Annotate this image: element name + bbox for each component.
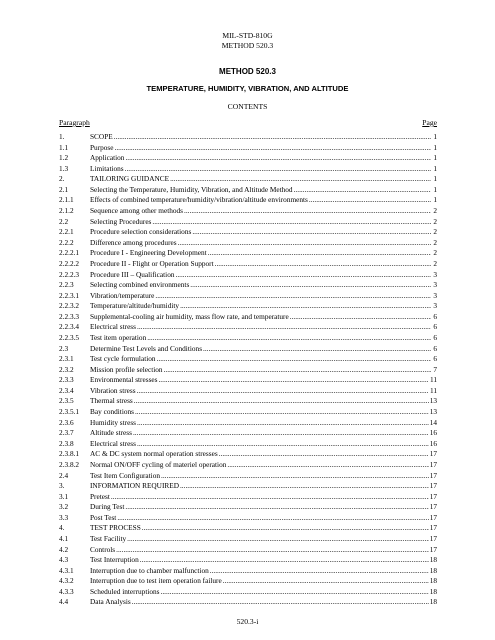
toc-entry[interactable] (59, 132, 437, 143)
toc-dot-leader (137, 439, 429, 450)
toc-entry-number: 3.3 (59, 512, 69, 522)
toc-entry-title: Difference among procedures (90, 237, 177, 247)
toc-dot-leader (125, 164, 431, 175)
toc-entry-title: TAILORING GUIDANCE (90, 174, 170, 184)
toc-entry[interactable] (59, 217, 437, 228)
toc-entry-title: Test cycle formulation (90, 354, 156, 364)
toc-dot-leader (114, 132, 431, 143)
toc-entry-page: 2 (433, 216, 437, 226)
toc-entry[interactable] (59, 344, 437, 355)
toc-entry[interactable] (59, 259, 437, 270)
toc-entry[interactable] (59, 354, 437, 365)
toc-entry-page: 6 (433, 311, 437, 321)
toc-dot-leader (142, 523, 429, 534)
toc-dot-leader (219, 449, 429, 460)
toc-entry[interactable] (59, 270, 437, 281)
toc-entry-number: 4.3 (59, 555, 69, 565)
toc-entry[interactable] (59, 174, 437, 185)
toc-entry[interactable] (59, 375, 437, 386)
toc-entry-title: Selecting Procedures (90, 216, 152, 226)
toc-dot-leader (140, 555, 429, 566)
toc-entry-page: 17 (429, 470, 437, 480)
toc-entry-title: Determine Test Levels and Conditions (90, 343, 203, 353)
toc-entry-page: 6 (433, 354, 437, 364)
toc-entry-page: 13 (429, 407, 437, 417)
toc-entry-number: 2.3.3 (59, 375, 74, 385)
toc-entry[interactable] (59, 206, 437, 217)
toc-entry-title: Vibration/temperature (90, 290, 155, 300)
toc-entry-title: Altitude stress (90, 428, 132, 438)
toc-dot-leader (227, 460, 428, 471)
toc-entry-page: 17 (429, 491, 437, 501)
toc-entry-page: 6 (433, 322, 437, 332)
toc-entry-page: 11 (429, 385, 437, 395)
contents-heading: CONTENTS (227, 102, 268, 111)
toc-entry-page: 1 (433, 153, 437, 163)
toc-entry-title: Supplemental-cooling air humidity, mass flow rate, and temperature (90, 311, 289, 321)
toc-entry-number: 3. (59, 481, 65, 491)
toc-entry-page: 16 (429, 428, 437, 438)
toc-entry-page: 2 (433, 206, 437, 216)
toc-entry-title: Environmental stresses (90, 375, 158, 385)
toc-entry-title: TEST PROCESS (90, 523, 141, 533)
toc-entry[interactable] (59, 333, 437, 344)
toc-entry[interactable] (59, 280, 437, 291)
table-of-contents (59, 132, 437, 608)
toc-entry-number: 2.3 (59, 343, 69, 353)
toc-entry-page: 6 (433, 343, 437, 353)
toc-dot-leader (152, 217, 431, 228)
toc-entry-page: 2 (433, 258, 437, 268)
page-subtitle: TEMPERATURE, HUMIDITY, VIBRATION, AND ALTITUDE (146, 84, 349, 93)
toc-entry[interactable] (59, 587, 437, 598)
toc-entry-number: 1.2 (59, 153, 69, 163)
toc-entry[interactable] (59, 513, 437, 524)
toc-entry-number: 2.2.2.1 (59, 248, 80, 258)
toc-entry-title: Limitations (90, 163, 124, 173)
toc-dot-leader (137, 386, 429, 397)
toc-entry-number: 2.2.2.3 (59, 269, 80, 279)
toc-dot-leader (215, 259, 431, 270)
toc-entry-page: 14 (429, 417, 437, 427)
toc-entry-page: 3 (433, 269, 437, 279)
toc-entry-title: Test Facility (90, 533, 127, 543)
method-title: METHOD 520.3 (219, 67, 276, 76)
toc-entry-number: 2. (59, 174, 65, 184)
toc-entry-title: Thermal stress (90, 396, 133, 406)
toc-dot-leader (309, 195, 431, 206)
toc-entry-title: Procedure III – Qualification (90, 269, 175, 279)
toc-entry-title: During Test (90, 502, 125, 512)
toc-entry-page: 17 (429, 481, 437, 491)
toc-entry[interactable] (59, 418, 437, 429)
toc-dot-leader (125, 502, 428, 513)
toc-entry-title: Data Analysis (90, 597, 131, 607)
toc-entry-number: 2.3.7 (59, 428, 74, 438)
toc-entry-title: Controls (90, 544, 116, 554)
toc-entry-title: Bay conditions (90, 407, 134, 417)
toc-dot-leader (294, 185, 431, 196)
toc-entry-number: 2.2.2 (59, 237, 74, 247)
toc-dot-leader (116, 545, 429, 556)
toc-dot-leader (180, 481, 429, 492)
toc-entry-title: Vibration stress (90, 385, 136, 395)
toc-dot-leader (125, 153, 431, 164)
toc-entry-title: Procedure I - Engineering Development (90, 248, 207, 258)
toc-entry[interactable] (59, 555, 437, 566)
toc-entry[interactable] (59, 227, 437, 238)
toc-dot-leader (147, 333, 431, 344)
toc-dot-leader (223, 576, 429, 587)
toc-entry[interactable] (59, 439, 437, 450)
toc-entry-title: Scheduled interruptions (90, 586, 160, 596)
toc-entry[interactable] (59, 545, 437, 556)
toc-entry-page: 11 (429, 375, 437, 385)
toc-dot-leader (132, 597, 429, 608)
toc-entry-number: 2.2.3.1 (59, 290, 80, 300)
toc-entry-page: 18 (429, 576, 437, 586)
toc-entry[interactable] (59, 291, 437, 302)
toc-entry-title: Humidity stress (90, 417, 137, 427)
toc-entry-title: Interruption due to chamber malfunction (90, 565, 209, 575)
toc-entry[interactable] (59, 386, 437, 397)
toc-entry[interactable] (59, 576, 437, 587)
toc-entry-page: 1 (433, 163, 437, 173)
toc-dot-leader (161, 471, 429, 482)
toc-entry-title: Temperature/altitude/humidity (90, 301, 180, 311)
toc-entry-page: 3 (433, 280, 437, 290)
toc-entry-page: 18 (429, 586, 437, 596)
toc-entry-title: Test item operation (90, 332, 147, 342)
toc-entry-number: 4. (59, 523, 65, 533)
toc-entry-page: 17 (429, 502, 437, 512)
toc-entry-title: Mission profile selection (90, 364, 163, 374)
toc-entry-number: 2.2.1 (59, 227, 74, 237)
toc-dot-leader (208, 248, 431, 259)
toc-dot-leader (180, 301, 431, 312)
toc-entry[interactable] (59, 195, 437, 206)
toc-entry[interactable] (59, 153, 437, 164)
toc-dot-leader (134, 396, 429, 407)
toc-entry-number: 2.3.2 (59, 364, 74, 374)
toc-entry-number: 3.1 (59, 491, 69, 501)
toc-entry-title: Test Item Configuration (90, 470, 161, 480)
toc-entry-title: Effects of combined temperature/humidity/vibration/altitude environments (90, 195, 308, 205)
toc-dot-leader (133, 428, 429, 439)
toc-entry-number: 2.2.3.4 (59, 322, 80, 332)
toc-entry[interactable] (59, 143, 437, 154)
toc-entry[interactable] (59, 365, 437, 376)
toc-entry-page: 1 (433, 132, 437, 141)
toc-entry-title: Application (90, 153, 125, 163)
toc-entry-number: 2.3.6 (59, 417, 74, 427)
toc-entry-title: AC & DC system normal operation stresses (90, 449, 218, 459)
toc-entry-page: 1 (433, 174, 437, 184)
toc-entry-number: 2.2 (59, 216, 69, 226)
toc-dot-leader (164, 365, 431, 376)
toc-dot-leader (190, 280, 431, 291)
toc-entry[interactable] (59, 238, 437, 249)
toc-entry-title: INFORMATION REQUIRED (90, 481, 179, 491)
toc-entry[interactable] (59, 566, 437, 577)
toc-entry-page: 18 (429, 597, 437, 607)
toc-entry[interactable] (59, 492, 437, 503)
toc-entry-number: 2.2.3.2 (59, 301, 80, 311)
toc-entry-number: 4.3.1 (59, 565, 74, 575)
toc-entry-title: Pretest (90, 491, 110, 501)
toc-entry-title: Electrical stress (90, 322, 136, 332)
toc-entry-number: 1.1 (59, 142, 69, 152)
toc-entry[interactable] (59, 312, 437, 323)
toc-entry[interactable] (59, 523, 437, 534)
toc-entry-page: 16 (429, 438, 437, 448)
toc-entry-page: 1 (433, 184, 437, 194)
toc-entry-title: Procedure II - Flight or Operation Support (90, 258, 214, 268)
toc-dot-leader (192, 227, 431, 238)
toc-entry-number: 2.3.8.2 (59, 459, 80, 469)
toc-entry[interactable] (59, 502, 437, 513)
toc-entry-page: 18 (429, 565, 437, 575)
toc-entry-number: 4.2 (59, 544, 69, 554)
toc-entry-number: 2.3.5 (59, 396, 74, 406)
toc-entry-page: 17 (429, 512, 437, 522)
toc-dot-leader (210, 566, 429, 577)
toc-entry[interactable] (59, 597, 437, 608)
toc-entry[interactable] (59, 164, 437, 175)
toc-entry-number: 2.2.3.5 (59, 332, 80, 342)
toc-entry-number: 2.4 (59, 470, 69, 480)
toc-entry-number: 4.3.2 (59, 576, 74, 586)
toc-entry-number: 1. (59, 132, 65, 141)
toc-dot-leader (115, 143, 431, 154)
toc-dot-leader (290, 312, 431, 323)
toc-entry-page: 2 (433, 248, 437, 258)
toc-entry-page: 18 (429, 555, 437, 565)
toc-entry-title: Selecting combined environments (90, 280, 190, 290)
toc-entry-number: 2.2.2.2 (59, 258, 80, 268)
toc-entry-page: 17 (429, 459, 437, 469)
toc-entry-number: 2.1.1 (59, 195, 74, 205)
toc-entry[interactable] (59, 460, 437, 471)
toc-dot-leader (178, 238, 431, 249)
toc-entry[interactable] (59, 301, 437, 312)
toc-dot-leader (203, 344, 431, 355)
toc-entry-page: 17 (429, 449, 437, 459)
toc-dot-leader (117, 513, 428, 524)
toc-entry-number: 4.1 (59, 533, 69, 543)
toc-entry-number: 2.1 (59, 184, 69, 194)
toc-dot-leader (155, 291, 431, 302)
header-doc-id: MIL-STD-810G (222, 31, 273, 40)
toc-entry[interactable] (59, 407, 437, 418)
page-number-footer: 520.3-i (236, 617, 259, 626)
header-method: METHOD 520.3 (221, 41, 274, 50)
toc-entry[interactable] (59, 428, 437, 439)
toc-entry-page: 7 (433, 364, 437, 374)
toc-dot-leader (184, 206, 431, 217)
toc-dot-leader (161, 587, 429, 598)
toc-entry-title: Post Test (90, 512, 117, 522)
toc-entry-page: 1 (433, 142, 437, 152)
toc-entry-number: 2.3.8 (59, 438, 74, 448)
toc-entry-page: 13 (429, 396, 437, 406)
toc-entry-number: 2.3.8.1 (59, 449, 80, 459)
toc-entry[interactable] (59, 322, 437, 333)
toc-dot-leader (170, 174, 431, 185)
toc-entry-page: 2 (433, 237, 437, 247)
toc-entry-title: Selecting the Temperature, Humidity, Vibration, and Altitude Method (90, 184, 293, 194)
toc-dot-leader (111, 492, 429, 503)
toc-entry-number: 2.1.2 (59, 206, 74, 216)
toc-entry-number: 3.2 (59, 502, 69, 512)
toc-entry-title: Test Interruption (90, 555, 139, 565)
toc-dot-leader (158, 375, 428, 386)
toc-entry-page: 1 (433, 195, 437, 205)
toc-entry-number: 2.3.1 (59, 354, 74, 364)
toc-entry-number: 2.2.3 (59, 280, 74, 290)
toc-entry[interactable] (59, 185, 437, 196)
toc-dot-leader (137, 418, 429, 429)
toc-entry-page: 17 (429, 533, 437, 543)
toc-entry-page: 3 (433, 290, 437, 300)
toc-entry-title: Electrical stress (90, 438, 136, 448)
toc-entry[interactable] (59, 534, 437, 545)
toc-entry-page: 3 (433, 301, 437, 311)
toc-entry-title: Purpose (90, 142, 114, 152)
toc-entry-title: Procedure selection considerations (90, 227, 192, 237)
toc-entry-page: 17 (429, 544, 437, 554)
toc-entry-number: 2.3.4 (59, 385, 74, 395)
toc-entry-number: 2.3.5.1 (59, 407, 80, 417)
toc-entry-page: 17 (429, 523, 437, 533)
toc-dot-leader (176, 270, 432, 281)
column-header-paragraph: Paragraph (59, 118, 90, 127)
toc-dot-leader (157, 354, 431, 365)
toc-entry-title: SCOPE (90, 132, 113, 141)
toc-entry-number: 1.3 (59, 163, 69, 173)
toc-entry[interactable] (59, 449, 437, 460)
toc-entry[interactable] (59, 396, 437, 407)
toc-entry-page: 2 (433, 227, 437, 237)
toc-entry[interactable] (59, 471, 437, 482)
toc-dot-leader (127, 534, 429, 545)
toc-entry[interactable] (59, 248, 437, 259)
toc-entry-page: 6 (433, 332, 437, 342)
toc-entry-title: Interruption due to test item operation failure (90, 576, 222, 586)
toc-entry-title: Normal ON/OFF cycling of materiel operation (90, 459, 227, 469)
toc-dot-leader (137, 322, 431, 333)
toc-dot-leader (135, 407, 429, 418)
toc-entry-number: 4.3.3 (59, 586, 74, 596)
toc-entry[interactable] (59, 481, 437, 492)
toc-entry-title: Sequence among other methods (90, 206, 184, 216)
toc-entry-number: 4.4 (59, 597, 69, 607)
toc-entry-number: 2.2.3.3 (59, 311, 80, 321)
column-header-page: Page (422, 118, 437, 127)
